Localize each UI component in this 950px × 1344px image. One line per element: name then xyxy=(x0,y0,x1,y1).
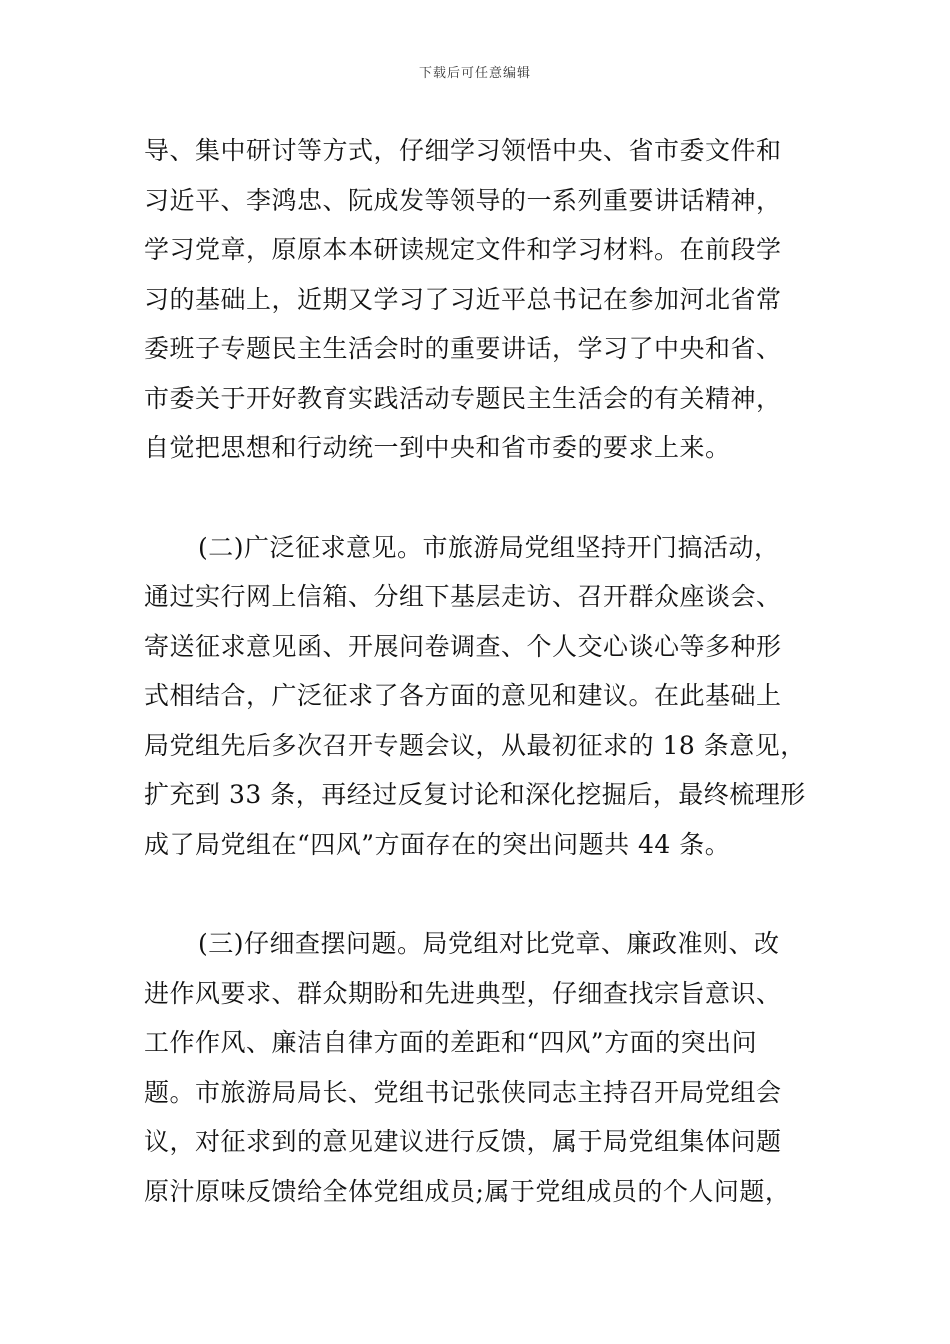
text-line: 进作风要求、群众期盼和先进典型，仔细查找宗旨意识、 xyxy=(144,979,782,1008)
text-line: (二)广泛征求意见。市旅游局党组坚持开门搞活动， xyxy=(198,533,780,562)
text-line: 委班子专题民主生活会时的重要讲话，学习了中央和省、 xyxy=(144,334,782,363)
text-line: 原汁原味反馈给全体党组成员;属于党组成员的个人问题， xyxy=(144,1177,791,1206)
text-line: 通过实行网上信箱、分组下基层走访、召开群众座谈会、 xyxy=(144,582,782,611)
text-line: 寄送征求意见函、开展问卷调查、个人交心谈心等多种形 xyxy=(144,632,782,661)
text-line: 自觉把思想和行动统一到中央和省市委的要求上来。 xyxy=(144,433,731,462)
text-line: 习近平、李鸿忠、阮成发等领导的一系列重要讲话精神， xyxy=(144,186,782,215)
text-line: (三)仔细查摆问题。局党组对比党章、廉政准则、改 xyxy=(198,929,780,958)
text-line: 学习党章，原原本本研读规定文件和学习材料。在前段学 xyxy=(144,235,782,264)
text-line: 扩充到 33 条，再经过反复讨论和深化挖掘后，最终梳理形 xyxy=(144,780,806,809)
text-line: 议，对征求到的意见建议进行反馈，属于局党组集体问题 xyxy=(144,1127,782,1156)
text-line: 成了局党组在“四风”方面存在的突出问题共 44 条。 xyxy=(144,830,731,859)
text-line: 题。市旅游局局长、党组书记张侠同志主持召开局党组会 xyxy=(144,1078,782,1107)
page-header: 下载后可任意编辑 xyxy=(418,66,531,81)
text-line: 工作作风、廉洁自律方面的差距和“四风”方面的突出问 xyxy=(144,1028,758,1057)
text-line: 习的基础上，近期又学习了习近平总书记在参加河北省常 xyxy=(144,285,782,314)
text-line: 市委关于开好教育实践活动专题民主生活会的有关精神， xyxy=(144,384,782,413)
text-line: 局党组先后多次召开专题会议，从最初征求的 18 条意见， xyxy=(144,731,806,760)
text-line: 式相结合，广泛征求了各方面的意见和建议。在此基础上 xyxy=(144,681,782,710)
text-line: 导、集中研讨等方式，仔细学习领悟中央、省市委文件和 xyxy=(144,136,782,165)
